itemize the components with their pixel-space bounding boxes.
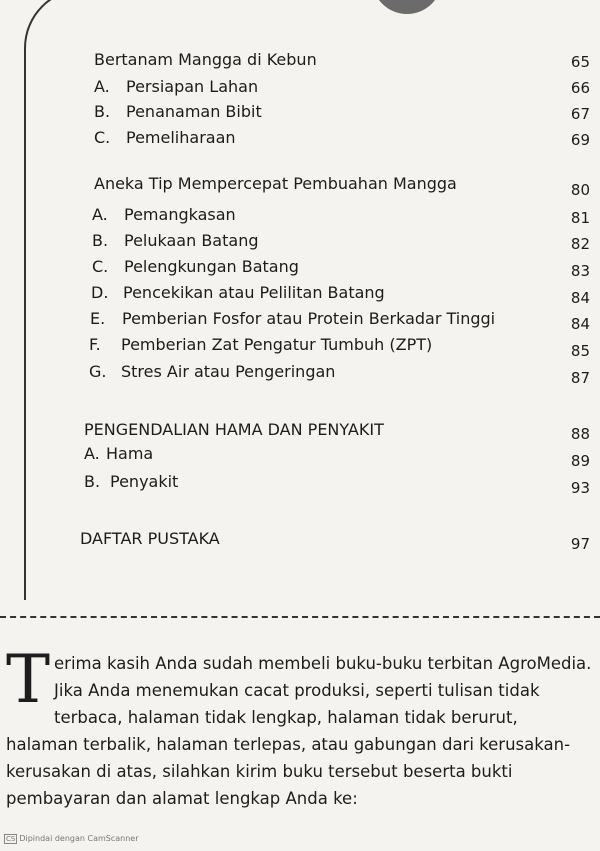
- toc-item: [92, 205, 236, 225]
- toc-page-number: 85: [570, 342, 590, 360]
- toc-item-letter: B.: [94, 102, 111, 121]
- toc-item-text: Pelukaan Batang: [124, 231, 259, 250]
- toc-item-text: Penanaman Bibit: [126, 102, 262, 121]
- dropcap-letter: T: [6, 641, 51, 718]
- toc-item-letter: B.: [92, 231, 109, 250]
- toc-item: [92, 257, 299, 277]
- toc-page-number: 84: [570, 315, 590, 333]
- toc-item: [90, 309, 495, 329]
- toc-item-letter: D.: [91, 283, 109, 302]
- toc-page-number: 66: [570, 79, 590, 97]
- toc-page-number: 82: [570, 235, 590, 253]
- toc-item-letter: E.: [90, 309, 106, 328]
- notice-paragraph: [6, 641, 594, 812]
- toc-item-text: Stres Air atau Pengeringan: [121, 362, 336, 381]
- toc-section-title: PENGENDALIAN HAMA DAN PENYAKIT: [84, 420, 384, 439]
- toc-item-text: Pemangkasan: [124, 205, 236, 224]
- toc-item-text: Penyakit: [110, 472, 179, 491]
- toc-page-number: 81: [570, 209, 590, 227]
- toc-page-number: 89: [570, 452, 590, 470]
- toc-item-letter: G.: [89, 362, 107, 381]
- toc-page-number: 83: [570, 262, 590, 280]
- toc-item: [94, 102, 262, 122]
- toc-item: [84, 444, 153, 464]
- toc-item-letter: F.: [89, 335, 101, 354]
- toc-section-title: DAFTAR PUSTAKA: [80, 529, 220, 548]
- toc-page-number: 67: [570, 105, 590, 123]
- toc-item-text: Pencekikan atau Pelilitan Batang: [123, 283, 385, 302]
- toc-item-text: Pelengkungan Batang: [124, 257, 299, 276]
- toc-item: [89, 362, 335, 382]
- toc-item-text: Hama: [106, 444, 154, 463]
- toc-page-number: 69: [570, 131, 590, 149]
- toc-page-number: 88: [570, 425, 590, 443]
- camscanner-badge: CS: [6, 835, 16, 843]
- toc-item-letter: A.: [84, 444, 100, 463]
- toc-item: [92, 231, 258, 251]
- toc-section-title: Bertanam Mangga di Kebun: [94, 50, 317, 69]
- toc-item: [84, 472, 178, 492]
- toc-page-number: 80: [570, 181, 590, 199]
- toc-item-text: Pemeliharaan: [126, 128, 236, 147]
- notice-text: erima kasih Anda sudah membeli buku-buku terbitan AgroMedia. Jika Anda menemukan cacat produksi, seperti tulisan tidak terbaca, halaman tidak lengkap, halaman tidak berurut, halaman terbalik, halaman terlepas, atau gabungan dari kerusakan-kerusakan di atas, silahkan kirim buku tersebut beserta bukti pembayaran dan alamat lengkap Anda ke:: [6, 654, 592, 808]
- toc-page-number: 93: [570, 479, 590, 497]
- toc-item-text: Persiapan Lahan: [126, 77, 259, 96]
- toc-item-letter: C.: [94, 128, 111, 147]
- toc-section-title: Aneka Tip Mempercepat Pembuahan Mangga: [94, 174, 457, 193]
- toc-item: [89, 335, 432, 355]
- toc-item-letter: B.: [84, 472, 101, 491]
- toc-page-number: 84: [570, 289, 590, 307]
- dashed-separator: [0, 616, 600, 618]
- toc-item-letter: A.: [94, 77, 110, 96]
- scanner-text: Dipindai dengan CamScanner: [19, 834, 139, 843]
- toc-item: [91, 283, 385, 303]
- toc-item-letter: C.: [92, 257, 109, 276]
- toc-item-letter: A.: [92, 205, 108, 224]
- toc-item: [94, 77, 258, 97]
- toc-page-number: 87: [570, 369, 590, 387]
- toc-page-number: 65: [570, 53, 590, 71]
- scanner-watermark: [4, 834, 139, 844]
- toc-item-text: Pemberian Fosfor atau Protein Berkadar Tinggi: [122, 309, 496, 328]
- toc-page-number: 97: [570, 535, 590, 553]
- toc-item-text: Pemberian Zat Pengatur Tumbuh (ZPT): [121, 335, 433, 354]
- toc-item: [94, 128, 236, 148]
